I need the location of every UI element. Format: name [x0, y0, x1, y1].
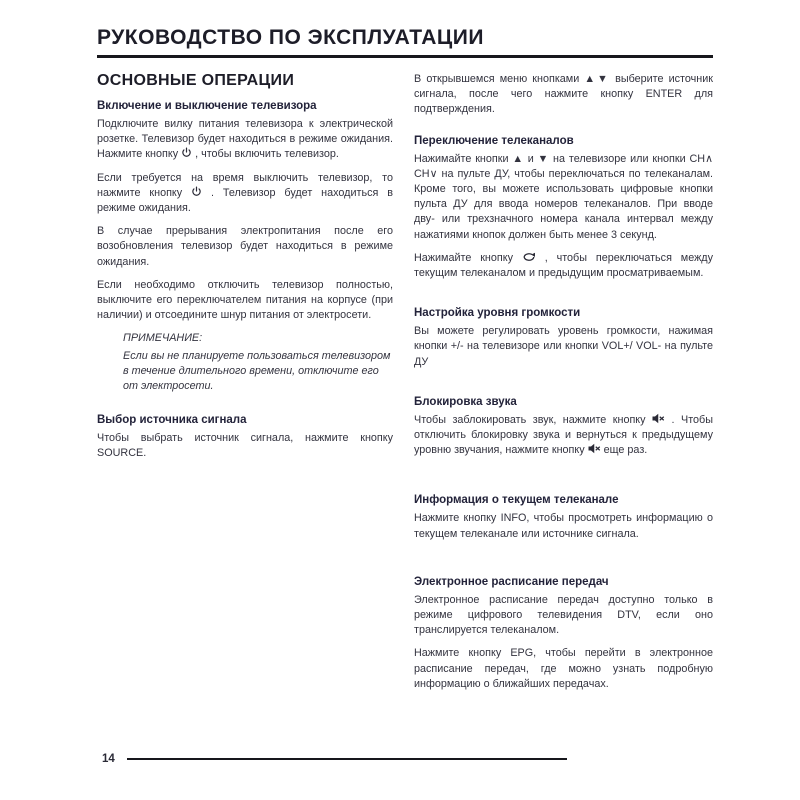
power-icon	[181, 147, 192, 158]
heading-channels: Переключение телеканалов	[414, 134, 574, 147]
previous-channel-loop-icon	[522, 252, 536, 262]
page-content	[97, 26, 713, 700]
page-footer	[0, 753, 800, 765]
heading-mute: Блокировка звука	[414, 395, 517, 408]
paragraph	[414, 251, 713, 281]
paragraph: Нажимайте кнопки ▲ и ▼ на телевизоре или кнопки CH∧ CH∨ на пульте ДУ, чтобы переключаться по телеканалам. Кроме того, вы можете использовать цифровые кнопки пульта ДУ для ввода номеров телеканалов. При вводе дву- или трехзначного номера канала интервал между нажатиями кнопок должен быть менее 3 секунд.	[414, 152, 713, 241]
paragraph-text: Если требуется на время выключить телевизор, то нажмите кнопку	[97, 171, 393, 199]
page-title: РУКОВОДСТВО ПО ЭКСПЛУАТАЦИИ	[97, 26, 484, 49]
paragraph: Электронное расписание передач доступно только в режиме цифрового телевидения DTV, если оно транслируется телеканалом.	[414, 593, 713, 637]
paragraph-text: . Телевизор будет находиться в режиме ожидания.	[97, 186, 393, 215]
paragraph-text: еще раз.	[600, 444, 648, 457]
note-text: Если вы не планируете пользоваться телевизором в течение длительного времени, отключите его от электросети.	[123, 349, 391, 393]
paragraph	[97, 117, 393, 163]
paragraph	[97, 171, 393, 217]
page-number: 14	[102, 753, 115, 765]
paragraph: Чтобы выбрать источник сигнала, нажмите кнопку SOURCE.	[97, 432, 393, 460]
paragraph: Нажмите кнопку INFO, чтобы просмотреть информацию о текущем телеканале или источнике сигнала.	[414, 512, 713, 540]
columns	[97, 72, 713, 700]
heading-info: Информация о текущем телеканале	[414, 494, 619, 507]
heading-source: Выбор источника сигнала	[97, 414, 247, 427]
header-rule	[97, 55, 713, 58]
paragraph: В открывшемся меню кнопками ▲▼ выберите источник сигнала, после чего нажмите кнопку ENTER для подтверждения.	[414, 73, 713, 116]
section-title: ОСНОВНЫЕ ОПЕРАЦИИ	[97, 72, 295, 89]
paragraph-text: Нажимайте кнопку	[414, 251, 522, 264]
note-block	[123, 331, 393, 394]
heading-volume: Настройка уровня громкости	[414, 307, 581, 320]
paragraph-text: Чтобы заблокировать звук, нажмите кнопку	[414, 413, 653, 426]
right-column	[414, 72, 713, 700]
note-label: ПРИМЕЧАНИЕ:	[123, 332, 203, 345]
paragraph: В случае прерывания электропитания после его возобновления телевизор будет находиться в режиме ожидания.	[97, 225, 393, 268]
paragraph: Нажмите кнопку EPG, чтобы перейти в электронное расписание передач, где можно узнать подробную информацию о ближайших передачах.	[414, 647, 713, 690]
mute-icon	[652, 413, 665, 424]
left-column	[97, 72, 393, 700]
power-icon	[191, 186, 202, 197]
heading-power: Включение и выключение телевизора	[97, 100, 317, 112]
footer-rule	[127, 758, 567, 761]
paragraph-text: . Чтобы отключить блокировку звука и вернуться к предыдущему уровню звучания, нажмите кнопку	[414, 413, 713, 457]
paragraph	[414, 413, 713, 459]
paragraph: Вы можете регулировать уровень громкости, нажимая кнопки +/- на телевизоре или кнопки VOL+/ VOL- на пульте ДУ	[414, 325, 713, 368]
heading-epg: Электронное расписание передач	[414, 575, 609, 588]
paragraph-text: Подключите вилку питания телевизора к электрической розетке. Телевизор будет находиться в режиме ожидания. Нажмите кнопку	[97, 118, 393, 161]
mute-icon	[588, 443, 601, 454]
paragraph: Если необходимо отключить телевизор полностью, выключите его переключателем питания на корпусе (при наличии) и отсоедините шнур питания от электросети.	[97, 278, 393, 322]
paragraph-text: , чтобы включить телевизор.	[192, 148, 339, 161]
paragraph-text: , чтобы переключаться между текущим телеканалом и предыдущим просматриваемым.	[414, 251, 714, 280]
